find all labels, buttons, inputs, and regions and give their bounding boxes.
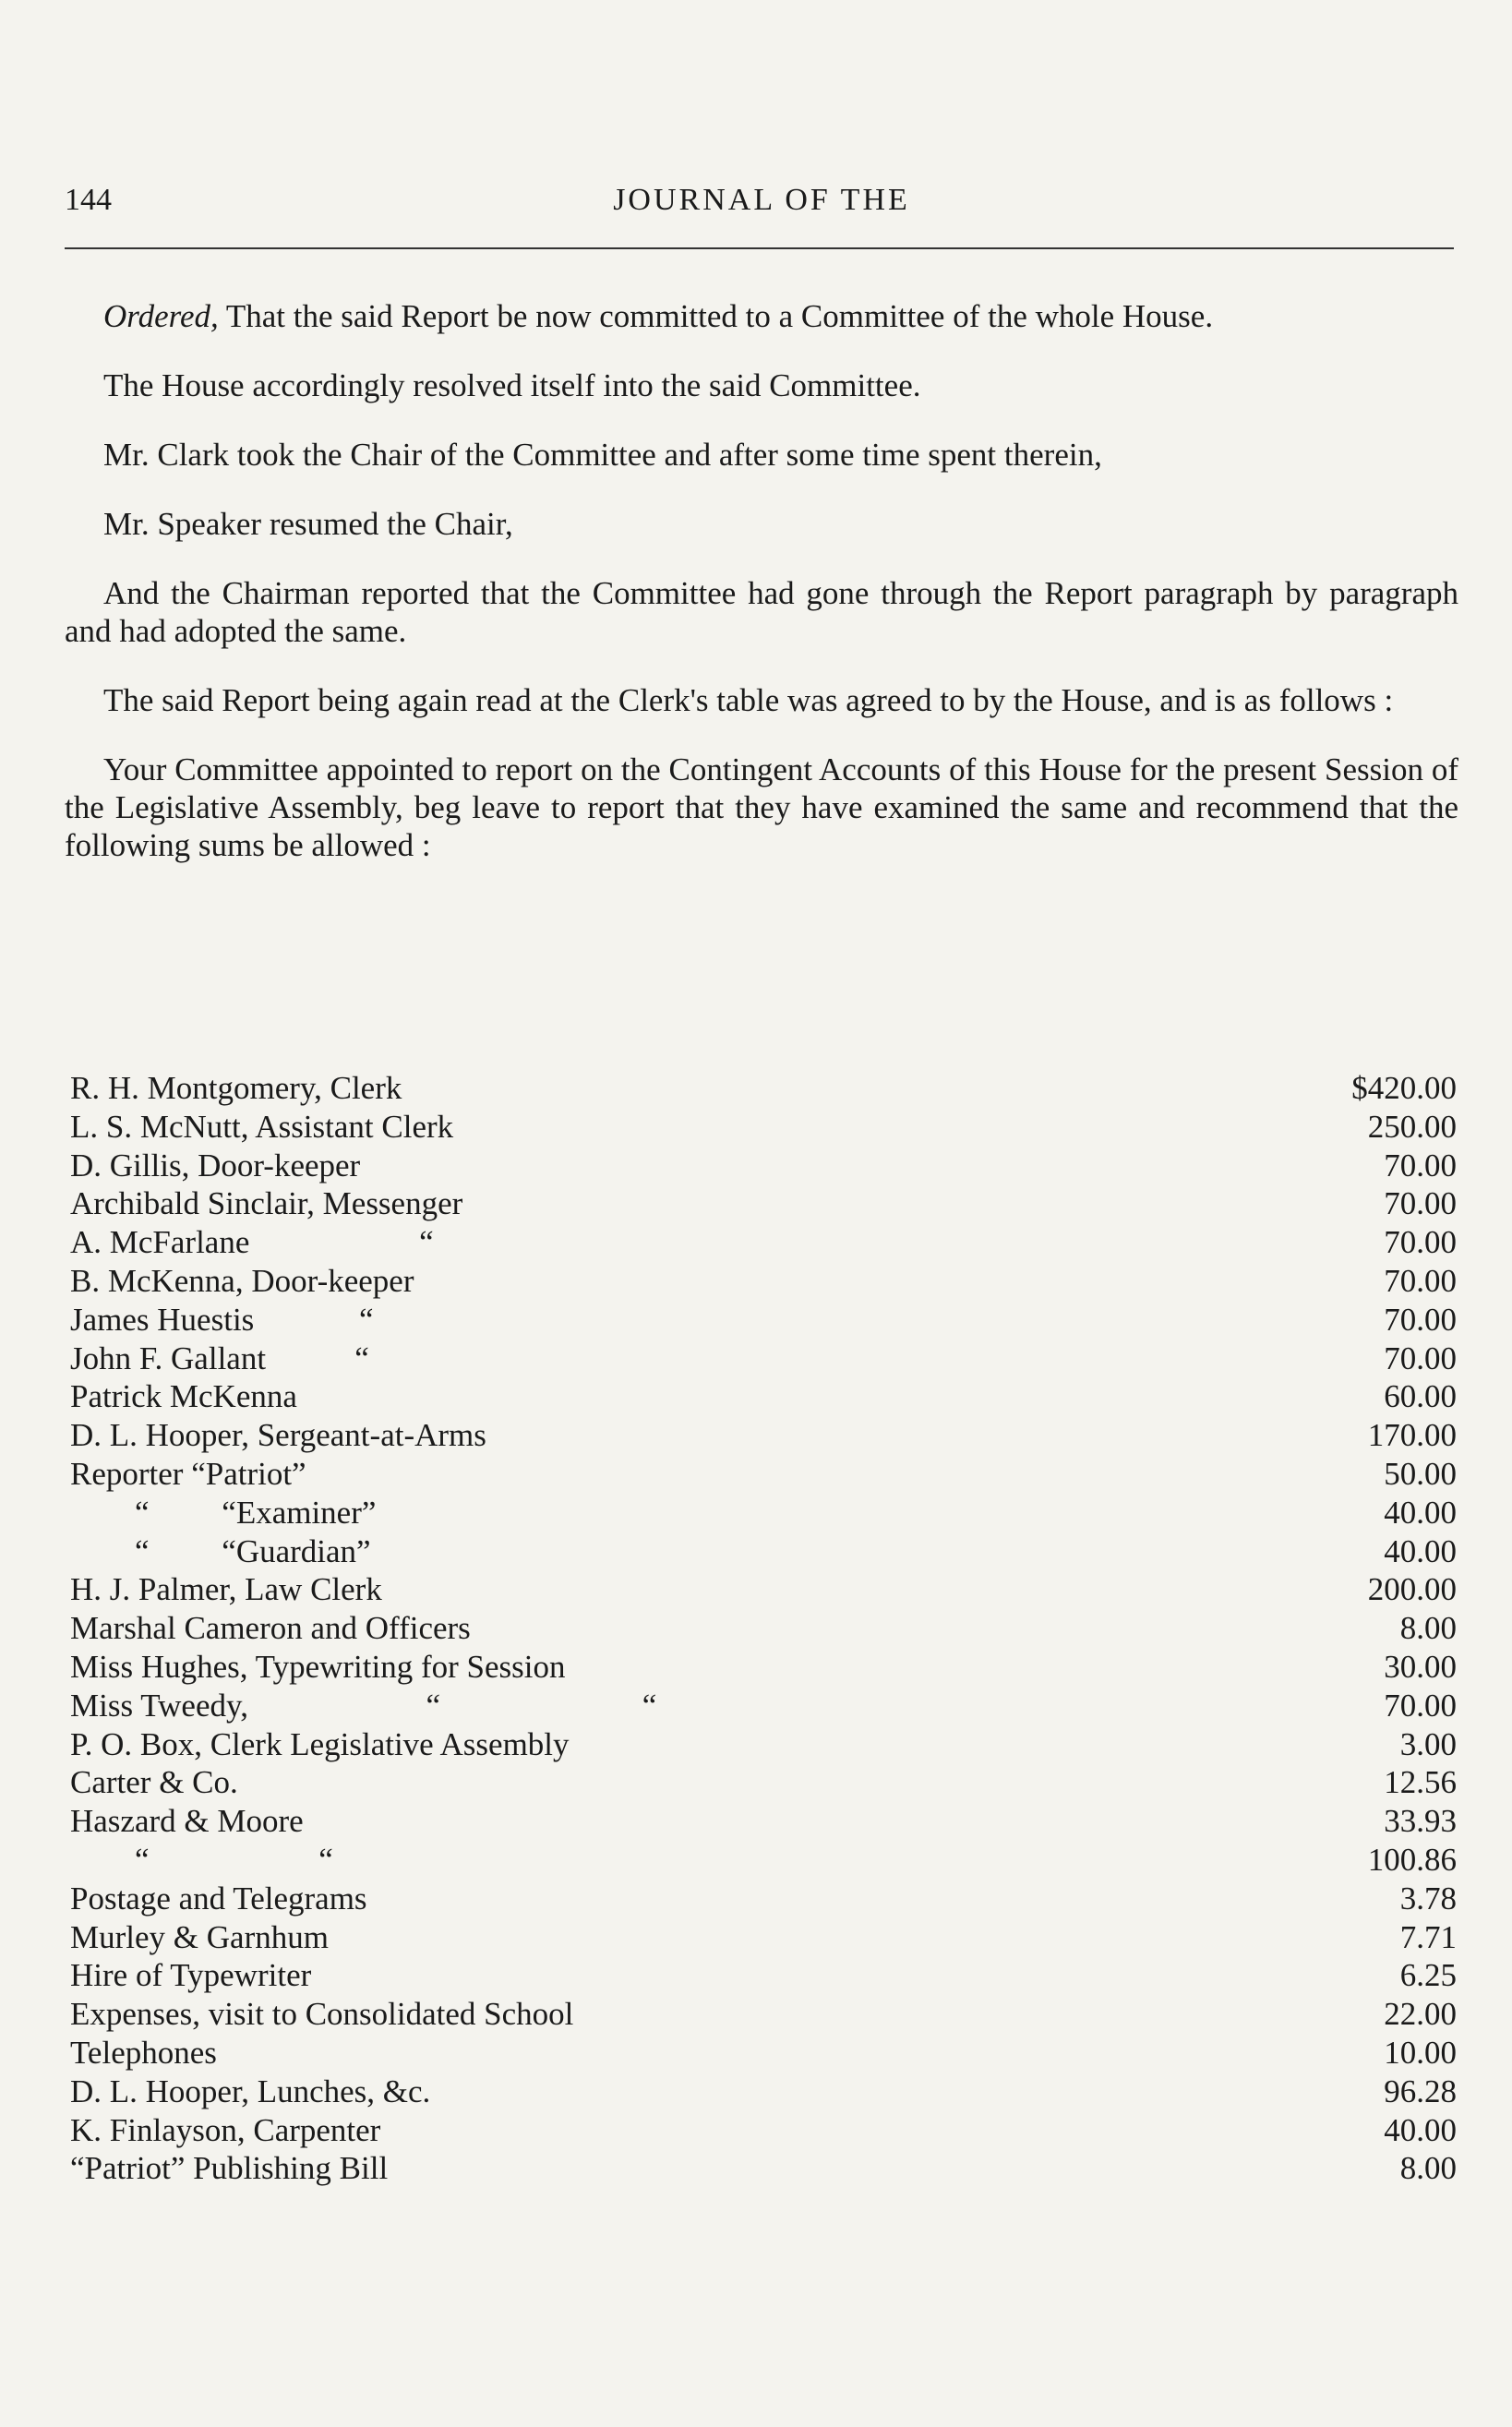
page-header — [65, 183, 1458, 234]
account-amount: $420.00 — [1351, 1070, 1457, 1106]
account-amount: 70.00 — [1384, 1224, 1457, 1261]
paragraph-speaker — [65, 505, 1458, 543]
account-amount: 50.00 — [1384, 1455, 1457, 1492]
account-name: D. L. Hooper, Lunches, &c. — [70, 2073, 431, 2109]
account-row — [70, 1108, 1457, 1147]
account-name: Carter & Co. — [70, 1764, 238, 1801]
account-amount: 7.71 — [1399, 1918, 1457, 1955]
account-amount: 70.00 — [1384, 1147, 1457, 1183]
running-title: JOURNAL OF THE — [613, 183, 910, 217]
account-row — [70, 1956, 1457, 1995]
account-row — [70, 1069, 1457, 1108]
account-row — [70, 1687, 1457, 1725]
account-name: P. O. Box, Clerk Legislative Assembly — [70, 1725, 570, 1762]
account-name: Patrick McKenna — [70, 1378, 297, 1415]
account-amount: 96.28 — [1384, 2073, 1457, 2109]
account-name: Haszard & Moore — [70, 1803, 304, 1840]
account-name: James Huestis “ — [70, 1301, 374, 1338]
account-name: “Patriot” Publishing Bill — [70, 2150, 389, 2187]
account-row — [70, 2034, 1457, 2073]
account-name: Archibald Sinclair, Messenger — [70, 1185, 463, 1222]
account-row — [70, 2149, 1457, 2188]
paragraph-chairman-report — [65, 574, 1458, 650]
account-row — [70, 1570, 1457, 1609]
account-name: Murley & Garnhum — [70, 1918, 329, 1955]
account-row — [70, 2111, 1457, 2150]
account-row — [70, 1340, 1457, 1378]
account-row — [70, 1532, 1457, 1571]
account-amount: 70.00 — [1384, 1340, 1457, 1376]
account-amount: 33.93 — [1384, 1803, 1457, 1840]
journal-body — [65, 297, 1458, 895]
account-amount: 3.00 — [1399, 1725, 1457, 1762]
account-amount: 40.00 — [1384, 1494, 1457, 1531]
account-row — [70, 1609, 1457, 1648]
account-row — [70, 1455, 1457, 1494]
account-amount: 6.25 — [1399, 1957, 1457, 1994]
account-amount: 12.56 — [1384, 1764, 1457, 1801]
account-name: K. Finlayson, Carpenter — [70, 2111, 381, 2148]
account-amount: 200.00 — [1367, 1571, 1457, 1608]
paragraph-text: Mr. Speaker resumed the Chair, — [103, 506, 513, 542]
account-amount: 10.00 — [1384, 2034, 1457, 2071]
account-row — [70, 1880, 1457, 1918]
account-name: Reporter “Patriot” — [70, 1455, 306, 1492]
page-number: 144 — [65, 183, 112, 217]
account-row — [70, 1725, 1457, 1764]
account-row — [70, 1147, 1457, 1185]
account-name: R. H. Montgomery, Clerk — [70, 1070, 402, 1106]
account-amount: 30.00 — [1384, 1648, 1457, 1685]
account-name: Marshal Cameron and Officers — [70, 1610, 471, 1647]
account-amount: 250.00 — [1367, 1108, 1457, 1145]
account-name: Postage and Telegrams — [70, 1880, 367, 1916]
account-name: B. McKenna, Door-keeper — [70, 1262, 414, 1299]
account-amount: 40.00 — [1384, 2111, 1457, 2148]
account-row — [70, 1494, 1457, 1532]
paragraph-agreed — [65, 681, 1458, 719]
header-rule — [65, 247, 1454, 249]
account-name: Telephones — [70, 2034, 217, 2071]
paragraph-text: Your Committee appointed to report on the Contingent Accounts of this House for the present Session of the Legislative Assembly, beg leave to report that they have examined the same and recommend that the following sums be allowed : — [65, 751, 1458, 863]
account-name: “ “ — [70, 1841, 333, 1878]
account-amount: 70.00 — [1384, 1262, 1457, 1299]
account-name: John F. Gallant “ — [70, 1340, 369, 1376]
account-row — [70, 1223, 1457, 1262]
account-name: L. S. McNutt, Assistant Clerk — [70, 1108, 454, 1145]
account-row — [70, 1184, 1457, 1223]
account-row — [70, 1377, 1457, 1416]
account-row — [70, 1262, 1457, 1301]
account-amount: 70.00 — [1384, 1687, 1457, 1724]
paragraph-ordered — [65, 297, 1458, 335]
account-name: Hire of Typewriter — [70, 1957, 312, 1994]
account-name: “ “Guardian” — [70, 1532, 371, 1569]
paragraph-text: The House accordingly resolved itself into the said Committee. — [103, 367, 921, 403]
paragraph-text: Mr. Clark took the Chair of the Committee and after some time spent therein, — [103, 437, 1102, 473]
account-amount: 8.00 — [1399, 2150, 1457, 2187]
account-row — [70, 1301, 1457, 1340]
account-name: D. Gillis, Door-keeper — [70, 1147, 361, 1183]
account-row — [70, 1802, 1457, 1841]
account-amount: 70.00 — [1384, 1301, 1457, 1338]
account-amount: 70.00 — [1384, 1185, 1457, 1222]
account-row — [70, 1841, 1457, 1880]
paragraph-text: That the said Report be now committed to a Committee of the whole House. — [218, 298, 1214, 334]
paragraph-text: The said Report being again read at the Clerk's table was agreed to by the House, and is as follows : — [103, 682, 1394, 718]
account-name: Miss Tweedy, “ “ — [70, 1687, 657, 1724]
account-amount: 100.86 — [1367, 1841, 1457, 1878]
account-amount: 40.00 — [1384, 1532, 1457, 1569]
account-name: H. J. Palmer, Law Clerk — [70, 1571, 382, 1608]
account-name: D. L. Hooper, Sergeant-at-Arms — [70, 1417, 486, 1454]
paragraph-resolved — [65, 366, 1458, 404]
paragraph-text: And the Chairman reported that the Committee had gone through the Report paragraph by paragraph and had adopted the same. — [65, 575, 1458, 649]
account-row — [70, 2073, 1457, 2111]
account-amount: 60.00 — [1384, 1378, 1457, 1415]
account-name: Expenses, visit to Consolidated School — [70, 1996, 574, 2033]
paragraph-chair — [65, 436, 1458, 474]
account-amount: 22.00 — [1384, 1996, 1457, 2033]
account-row — [70, 1763, 1457, 1802]
paragraph-committee-report — [65, 751, 1458, 864]
account-row — [70, 1918, 1457, 1957]
account-row — [70, 1995, 1457, 2034]
account-amount: 3.78 — [1399, 1880, 1457, 1916]
account-amount: 170.00 — [1367, 1417, 1457, 1454]
accounts-list — [70, 1069, 1457, 2188]
account-name: Miss Hughes, Typewriting for Session — [70, 1648, 566, 1685]
account-name: A. McFarlane “ — [70, 1224, 434, 1261]
paragraph-italic-lead: Ordered, — [103, 298, 219, 334]
account-amount: 8.00 — [1399, 1610, 1457, 1647]
account-row — [70, 1648, 1457, 1687]
account-row — [70, 1416, 1457, 1455]
account-name: “ “Examiner” — [70, 1494, 377, 1531]
